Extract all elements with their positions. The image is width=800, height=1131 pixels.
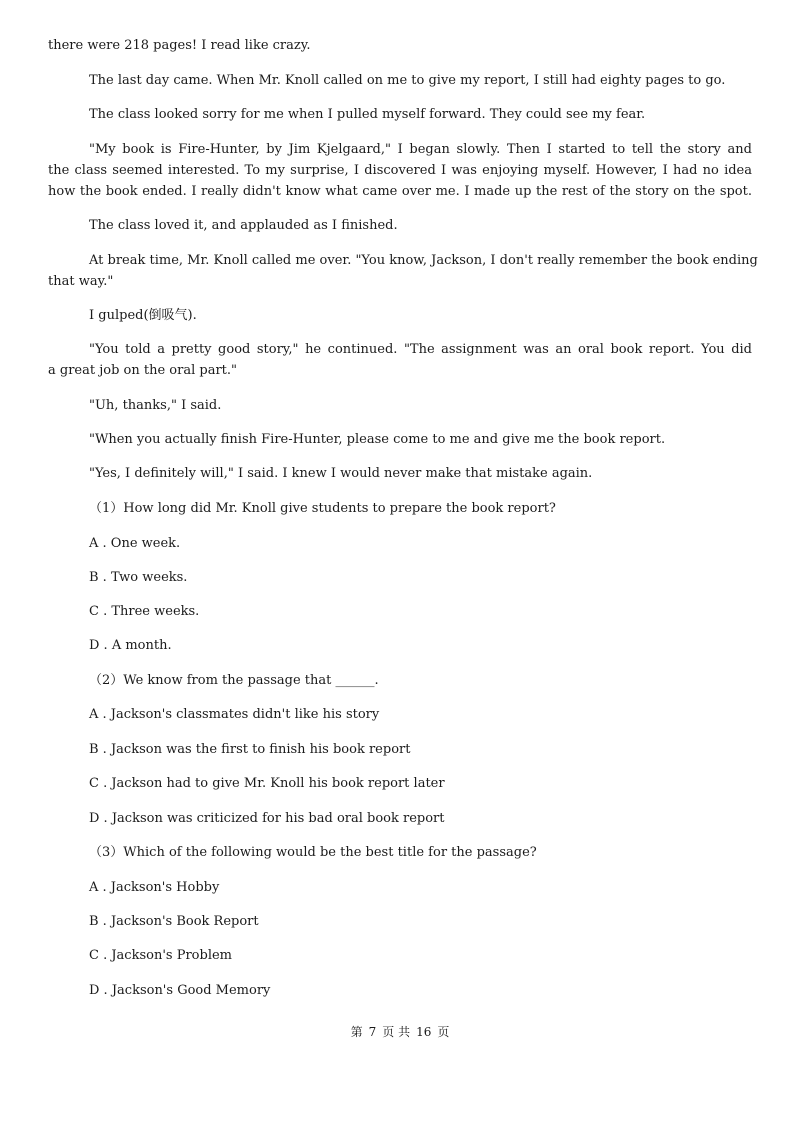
page-footer [0,1024,800,1040]
total-pages: 16 [416,1025,432,1039]
passage-paragraph: The class loved it, and applauded as I finished. [89,218,398,233]
passage-paragraph-line: At break time, Mr. Knoll called me over. "You know, Jackson, I don't really remember the book ending [89,253,758,268]
passage-paragraph-line: "You told a pretty good story," he continued. "The assignment was an oral book report. You did [89,342,752,357]
passage-paragraph-line: the class seemed interested. To my surprise, I discovered I was enjoying myself. However, I had no idea [48,163,752,178]
footer-mid: 页 共 [382,1025,411,1039]
passage-paragraph-line: a great job on the oral part." [48,363,237,378]
answer-option: C . Jackson's Problem [89,948,232,963]
footer-suffix: 页 [437,1025,450,1039]
answer-option: D . Jackson was criticized for his bad oral book report [89,811,445,826]
answer-option: A . Jackson's Hobby [89,880,220,895]
passage-paragraph: The last day came. When Mr. Knoll called on me to give my report, I still had eighty pages to go. [89,73,726,88]
passage-line: there were 218 pages! I read like crazy. [48,38,311,53]
answer-option: C . Jackson had to give Mr. Knoll his book report later [89,776,445,791]
passage-paragraph: The class looked sorry for me when I pulled myself forward. They could see my fear. [89,107,646,122]
answer-option: B . Jackson was the first to finish his book report [89,742,411,757]
passage-paragraph: "Yes, I definitely will," I said. I knew I would never make that mistake again. [89,466,593,481]
answer-option: D . Jackson's Good Memory [89,983,271,998]
passage-paragraph-line: how the book ended. I really didn't know what came over me. I made up the rest of the story on the spot. [48,184,752,199]
question-stem: （2）We know from the passage that ______. [89,673,379,688]
question-stem: （1）How long did Mr. Knoll give students to prepare the book report? [89,501,556,516]
passage-paragraph-line: "My book is Fire-Hunter, by Jim Kjelgaard," I began slowly. Then I started to tell the story and [89,142,752,157]
page-number: 7 [368,1025,377,1039]
passage-paragraph: "When you actually finish Fire-Hunter, please come to me and give me the book report. [89,432,666,447]
answer-option: A . One week. [89,536,181,551]
answer-option: A . Jackson's classmates didn't like his story [89,707,380,722]
answer-option: B . Jackson's Book Report [89,914,259,929]
passage-paragraph-line: that way." [48,274,114,289]
answer-option: C . Three weeks. [89,604,200,619]
question-stem: （3）Which of the following would be the best title for the passage? [89,845,537,860]
passage-paragraph: I gulped(倒吸气). [89,308,197,323]
answer-option: D . A month. [89,638,172,653]
footer-prefix: 第 [350,1025,363,1039]
passage-paragraph: "Uh, thanks," I said. [89,398,222,413]
answer-option: B . Two weeks. [89,570,188,585]
